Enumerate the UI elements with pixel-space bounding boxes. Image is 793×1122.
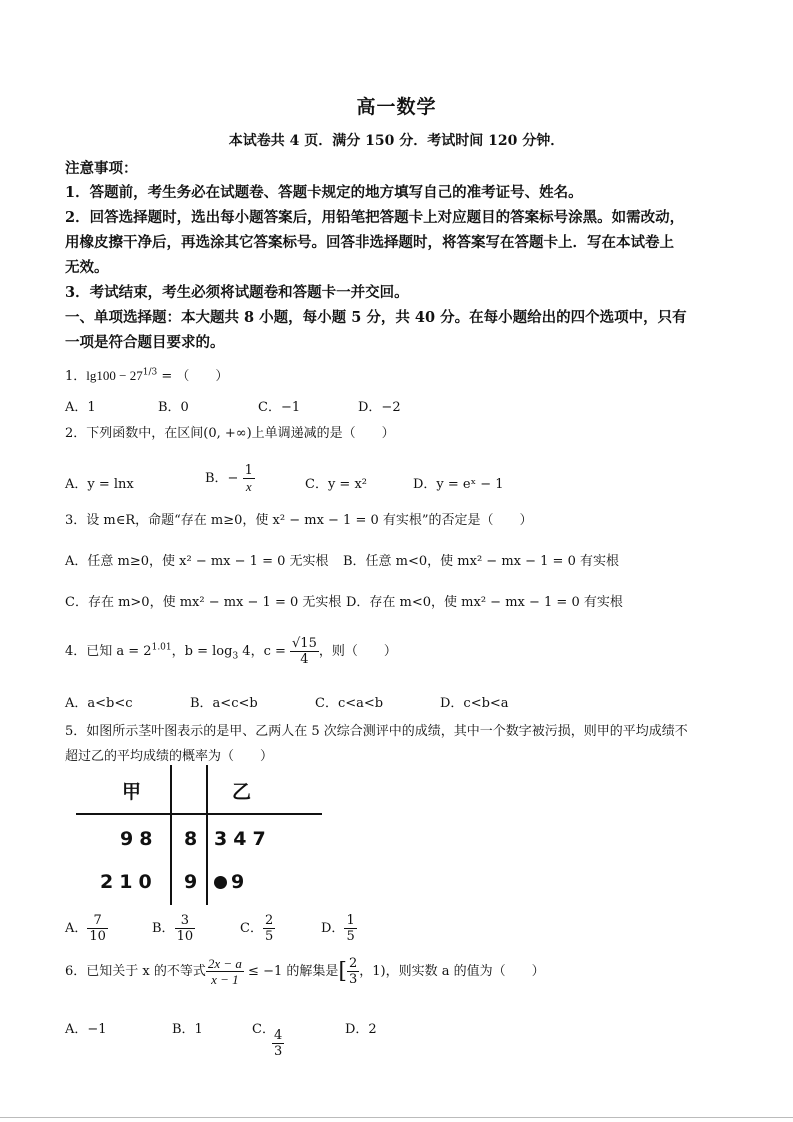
fraction-denominator: 5 <box>346 929 355 944</box>
fraction-numerator: 7 <box>87 913 108 929</box>
option-d: D．c<b<a <box>440 696 509 711</box>
question-2: 2．下列函数中，在区间(0, +∞)上单调递减的是（ ） <box>65 426 395 441</box>
leaf-right: 347 <box>214 828 272 850</box>
q1-blank: = （ ） <box>157 369 229 384</box>
exam-info: 本试卷共 4 页．满分 150 分．考试时间 120 分钟． <box>228 133 565 149</box>
header-left: 甲 <box>122 781 148 803</box>
option-c: C．存在 m>0，使 mx² − mx − 1 = 0 无实根 <box>65 595 342 610</box>
option-a <box>65 913 108 944</box>
notice-line: 2．回答选择题时，选出每小题答案后，用铅笔把答题卡上对应题目的答案标号涂黑。如需改动， <box>65 209 685 226</box>
fraction-denominator: 10 <box>89 929 106 944</box>
notice-line: 无效。 <box>65 259 109 276</box>
option-c: C．−1 <box>258 400 301 415</box>
option-label: B． <box>152 921 175 936</box>
q6-part-c: ，则实数 a 的值为（ ） <box>385 964 545 979</box>
option-b: B．0 <box>158 400 189 415</box>
leaf-right: 9 <box>231 871 251 893</box>
notice-line: 3．考试结束，考生必须将试题卷和答题卡一并交回。 <box>65 284 409 301</box>
leaf-left: 210 <box>100 871 158 893</box>
option-a: A．y = lnx <box>65 477 134 492</box>
q4-part-d: ，则（ ） <box>318 644 397 659</box>
header-right: 乙 <box>232 781 258 803</box>
fraction-denominator: x <box>245 479 252 494</box>
page-title: 高一数学 <box>356 96 437 118</box>
fraction-denominator: 3 <box>348 972 358 987</box>
option-b <box>152 913 195 944</box>
notice-line: 1．答题前，考生务必在试题卷、答题卡规定的地方填写自己的准考证号、姓名。 <box>65 184 583 201</box>
q6-part-b: ≤ −1 的解集是 <box>243 964 339 979</box>
option-c <box>240 913 275 944</box>
question-1: 1．$\lg 100 - 27^{1/3}$ = （ ） <box>65 367 229 384</box>
divider <box>206 765 208 905</box>
option-d <box>321 913 357 944</box>
option-d: D．y = eˣ − 1 <box>413 477 504 492</box>
option-d: D．−2 <box>358 400 401 415</box>
option-c <box>272 1028 284 1059</box>
option-a: A．1 <box>65 400 96 415</box>
question-5-cont: 超过乙的平均成绩的概率为（ ） <box>65 749 274 764</box>
question-6 <box>65 956 545 987</box>
stem-value: 8 <box>184 828 204 850</box>
q4-a-exponent: 1.01 <box>151 642 172 653</box>
fraction-numerator: 1 <box>346 913 355 928</box>
option-a: A．a<b<c <box>65 696 133 711</box>
fraction-denominator: 4 <box>300 652 309 667</box>
option-c: C．y = x² <box>305 477 367 492</box>
section-heading: 一、单项选择题：本大题共 8 小题，每小题 5 分，共 40 分。在每小题给出的四个选项中，只有 <box>65 309 687 326</box>
leaf-left: 98 <box>120 828 159 850</box>
question-4 <box>65 636 397 667</box>
question-3: 3．设 m∈R，命题“存在 m≥0，使 x² − mx − 1 = 0 有实根”的否定是（ ） <box>65 513 533 528</box>
left-bracket: [ <box>338 959 347 984</box>
option-c: C．c<a<b <box>315 696 384 711</box>
fraction-numerator: √15 <box>292 636 317 651</box>
option-c-label: C． <box>252 1022 275 1037</box>
page-bottom-border <box>0 1117 793 1118</box>
divider <box>170 765 172 905</box>
option-label: A． <box>65 921 88 936</box>
stem-leaf-plot <box>74 765 324 905</box>
option-d: D．存在 m<0，使 mx² − mx − 1 = 0 有实根 <box>346 595 623 610</box>
fraction-denominator: 10 <box>176 929 194 944</box>
divider <box>76 813 322 815</box>
leaf-right-smudged <box>214 871 250 893</box>
fraction-numerator: 4 <box>274 1028 283 1043</box>
q4-part-c: 4，c = <box>238 644 291 659</box>
option-b: B．任意 m<0，使 mx² − mx − 1 = 0 有实根 <box>343 554 619 569</box>
interval-tail: ，1) <box>359 964 386 979</box>
option-a: A．−1 <box>65 1022 107 1037</box>
option-d: D．2 <box>345 1022 377 1037</box>
fraction-numerator: 1 <box>244 463 253 478</box>
q1-exponent-num: 1 <box>142 367 149 378</box>
option-b: B．a<c<b <box>190 696 258 711</box>
fraction-numerator: 2x − a <box>207 956 242 971</box>
question-number: 1． <box>65 369 87 384</box>
stem-value: 9 <box>184 871 204 893</box>
fraction-denominator: x − 1 <box>211 972 239 987</box>
fraction-numerator: 3 <box>175 913 196 929</box>
option-b <box>205 463 255 494</box>
question-5: 5．如图所示茎叶图表示的是甲、乙两人在 5 次综合测评中的成绩，其中一个数字被污损，则甲的平均成绩不 <box>65 724 688 739</box>
q6-part-a: 6．已知关于 x 的不等式 <box>65 964 206 979</box>
section-heading-cont: 一项是符合题目要求的。 <box>65 334 225 351</box>
option-a: A．任意 m≥0，使 x² − mx − 1 = 0 无实根 <box>65 554 329 569</box>
notice-line: 用橡皮擦干净后，再选涂其它答案标号。回答非选择题时，将答案写在答题卡上．写在本试卷上 <box>65 234 674 251</box>
option-b-label: B．− <box>205 471 239 486</box>
smudge-dot-icon <box>214 876 227 889</box>
q4-part-a: 4．已知 a = 2 <box>65 644 152 659</box>
fraction-numerator: 2 <box>264 913 274 928</box>
q1-expression: lg100 − 27 <box>86 368 143 383</box>
fraction-denominator: 3 <box>274 1044 283 1059</box>
q4-log-base: 3 <box>232 651 239 662</box>
option-label: D． <box>321 921 345 936</box>
notice-heading: 注意事项： <box>65 160 138 177</box>
q4-part-b: ，b = log <box>171 644 233 659</box>
q1-exponent-den: 3 <box>151 367 158 378</box>
fraction-denominator: 5 <box>264 929 274 944</box>
option-label: C． <box>240 921 263 936</box>
option-b: B．1 <box>172 1022 203 1037</box>
fraction-numerator: 2 <box>348 956 358 971</box>
